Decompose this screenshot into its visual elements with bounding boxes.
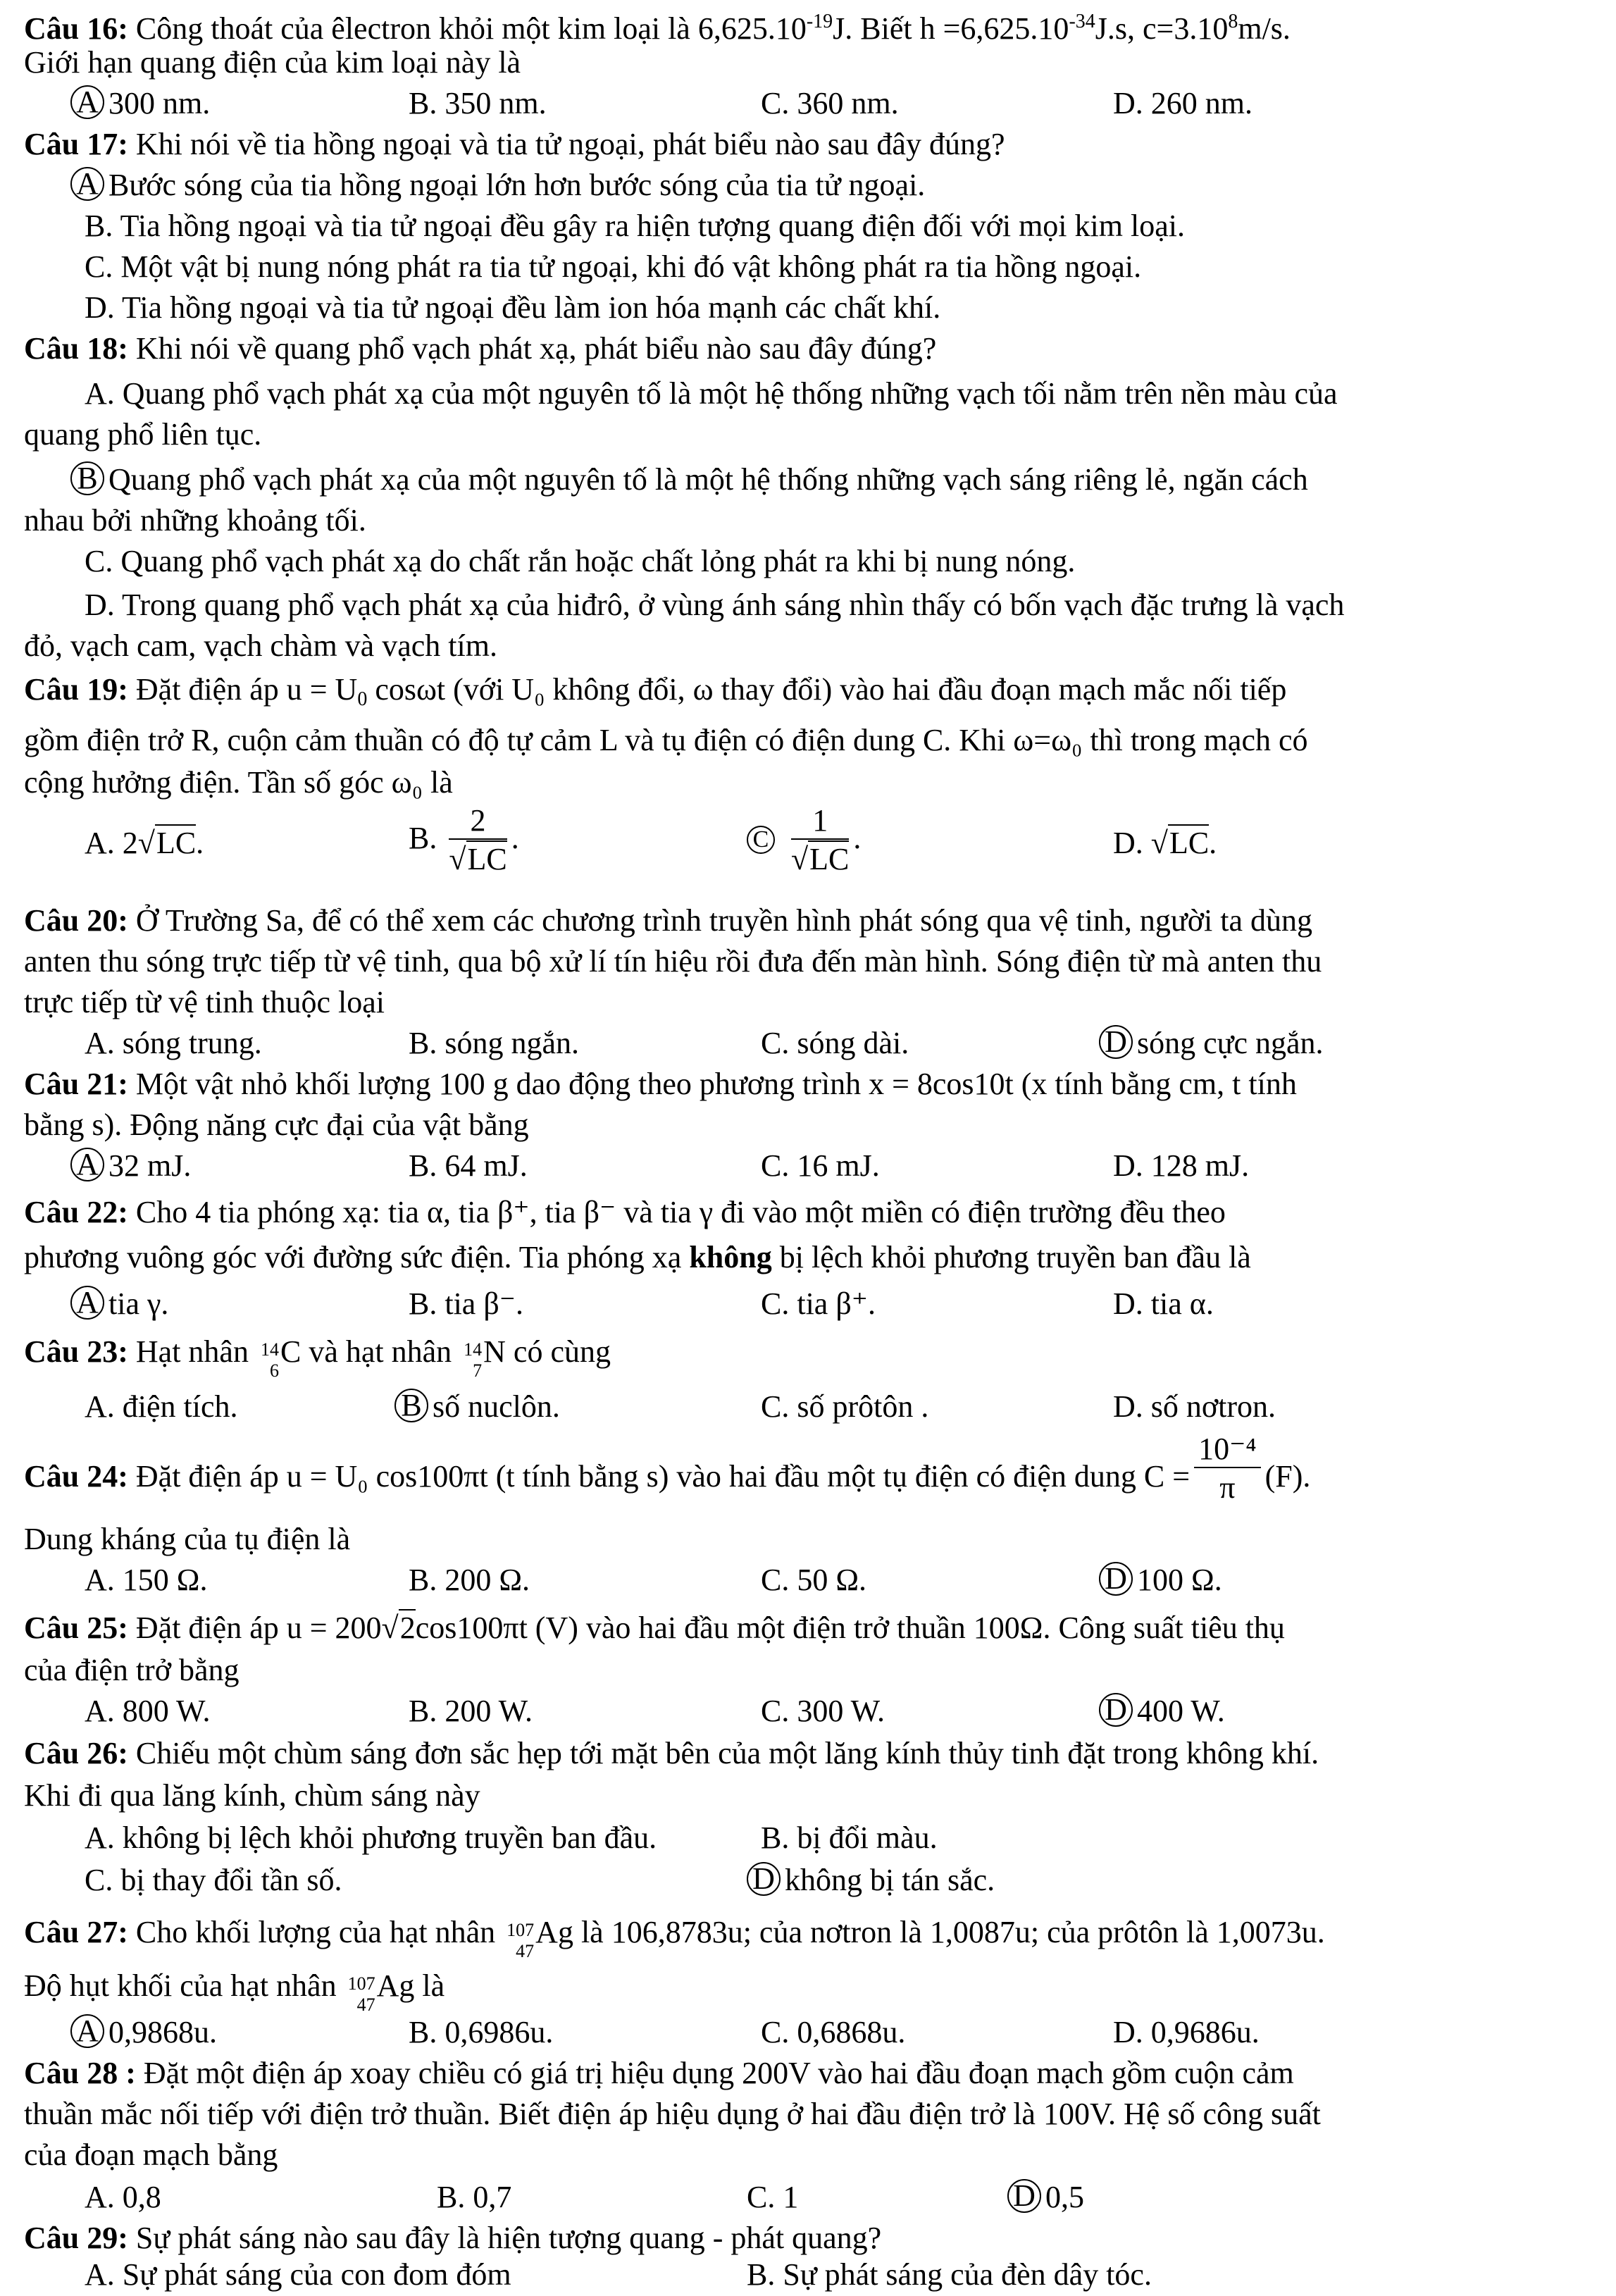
option-18-d[interactable] xyxy=(85,585,1585,626)
element-symbol: Ag xyxy=(535,1915,573,1949)
question-23 xyxy=(24,1332,1595,1381)
selected-answer-mark: D xyxy=(1099,1693,1133,1727)
options-26-row1 xyxy=(85,1818,1592,1858)
option-letter: D. xyxy=(1113,1389,1143,1424)
selected-answer-mark: B xyxy=(394,1389,428,1422)
option-text: 0,6986u. xyxy=(445,2015,554,2049)
question-text: Khi nói về tia hồng ngoại và tia tử ngoại, phát biểu nào sau đây đúng? xyxy=(135,127,1005,161)
option-18-c[interactable] xyxy=(85,541,1585,582)
question-17 xyxy=(24,124,1595,165)
option-letter: B. xyxy=(747,2257,776,2292)
option-21-c[interactable] xyxy=(761,1146,880,1186)
options-19 xyxy=(85,803,1592,886)
question-text: m/s. xyxy=(1238,11,1291,46)
option-17-b[interactable] xyxy=(85,206,1585,247)
option-24-c[interactable] xyxy=(761,1560,866,1601)
option-letter: B. xyxy=(85,209,113,243)
question-label: Câu 26: xyxy=(24,1736,128,1770)
option-text: bị đổi màu. xyxy=(797,1820,938,1855)
option-27-a[interactable] xyxy=(70,2012,217,2053)
option-26-b[interactable] xyxy=(761,1818,938,1858)
option-28-d[interactable] xyxy=(1007,2177,1084,2218)
question-19-line3: cộng hưởng điện. Tần số góc ω₀ là xyxy=(24,765,453,800)
option-letter: D. xyxy=(1113,86,1143,120)
option-letter: C. xyxy=(761,1694,790,1728)
option-18-b-cont: nhau bởi những khoảng tối. xyxy=(24,503,366,538)
option-28-a[interactable] xyxy=(85,2177,161,2218)
question-22-line2 xyxy=(24,1237,1595,1278)
question-text: phương vuông góc với đường sức điện. Tia phóng xạ xyxy=(24,1240,690,1274)
option-text: 0,8 xyxy=(122,2180,161,2214)
option-21-b[interactable] xyxy=(409,1146,528,1186)
punct: . xyxy=(1209,826,1217,860)
selected-answer-mark: D xyxy=(747,1862,781,1896)
option-text: Quang phổ vạch phát xạ của một nguyên tố là một hệ thống những vạch sáng riêng lẻ, ngăn cách xyxy=(108,462,1308,497)
option-text: 16 mJ. xyxy=(797,1148,880,1183)
question-label: Câu 16: xyxy=(24,11,128,46)
option-letter: B. xyxy=(409,1148,437,1183)
options-28 xyxy=(85,2177,1592,2218)
element-symbol: N xyxy=(483,1334,506,1369)
question-text: Hạt nhân xyxy=(135,1334,256,1369)
option-letter: A. xyxy=(85,826,115,860)
option-text: 0,9686u. xyxy=(1150,2015,1260,2049)
selected-answer-mark: A xyxy=(70,167,104,201)
exponent: 8 xyxy=(1228,11,1238,32)
denominator: √LC xyxy=(449,842,507,876)
question-text: cosωt (với U₀ không đổi, ω thay đổi) vào hai đầu đoạn mạch mắc nối tiếp xyxy=(367,672,1287,707)
option-text: sóng dài. xyxy=(797,1026,909,1060)
question-text: Chiếu một chùm sáng đơn sắc hẹp tới mặt bên của một lăng kính thủy tinh đặt trong không khí. xyxy=(135,1736,1319,1770)
option-letter: C. xyxy=(761,1389,790,1424)
question-label: Câu 29: xyxy=(24,2221,128,2255)
nuclide-c14 xyxy=(256,1339,280,1381)
subscript: 0 xyxy=(357,688,368,710)
option-25-c[interactable] xyxy=(761,1691,885,1732)
option-18-b[interactable] xyxy=(70,459,1571,500)
selected-answer-mark: A xyxy=(70,2014,104,2048)
options-21 xyxy=(76,1146,1592,1186)
emphasis: không xyxy=(689,1240,772,1274)
mass-number: 14 xyxy=(260,1339,279,1360)
question-16-line2: Giới hạn quang điện của kim loại này là xyxy=(24,45,521,80)
question-25: Câu 25: Đặt điện áp u = 200√2cos100πt (V) vào hai đầu một điện trở thuần 100Ω. Công suất tiêu thụ xyxy=(24,1611,1285,1645)
option-text: Tia hồng ngoại và tia tử ngoại đều làm ion hóa mạnh các chất khí. xyxy=(122,290,941,325)
option-text: tia α. xyxy=(1150,1286,1214,1321)
selected-answer-mark: A xyxy=(70,1148,104,1181)
option-text: Sự phát sáng của con đom đóm xyxy=(122,2257,511,2292)
question-text: Đặt điện áp u = U xyxy=(135,672,358,707)
option-letter: B. xyxy=(761,1820,790,1855)
option-letter: A. xyxy=(85,376,115,411)
option-18-a-cont: quang phổ liên tục. xyxy=(24,417,262,452)
question-text: là 106,8783u; của nơtron là 1,0087u; của prôtôn là 1,0073u. xyxy=(573,1915,1325,1949)
denominator: √LC xyxy=(791,842,850,876)
option-text: Tia hồng ngoại và tia tử ngoại đều gây ra hiện tượng quang điện đối với mọi kim loại. xyxy=(120,209,1185,243)
option-letter: A. xyxy=(85,1563,115,1597)
question-label: Câu 28 : xyxy=(24,2056,136,2090)
atomic-number: 6 xyxy=(269,1360,279,1381)
question-27 xyxy=(24,1912,1595,1961)
question-text: và hạt nhân xyxy=(301,1334,460,1369)
option-text: số nơtron. xyxy=(1150,1389,1276,1424)
option-24-a[interactable] xyxy=(85,1560,207,1601)
option-letter: A. xyxy=(85,2257,115,2292)
denominator: π xyxy=(1219,1470,1236,1505)
option-23-a[interactable] xyxy=(85,1386,238,1427)
mass-number: 107 xyxy=(506,1919,535,1940)
option-text: Sự phát sáng của đèn dây tóc. xyxy=(783,2257,1152,2292)
option-letter: A. xyxy=(85,1820,115,1855)
option-letter: D. xyxy=(85,290,115,325)
option-21-a[interactable] xyxy=(70,1146,191,1186)
question-19 xyxy=(24,669,1595,720)
selected-answer-mark: A xyxy=(70,1286,104,1320)
option-letter: D. xyxy=(1113,1148,1143,1183)
element-symbol: C xyxy=(280,1334,302,1369)
numerator: 10⁻⁴ xyxy=(1194,1432,1261,1468)
question-19-line2: gồm điện trở R, cuộn cảm thuần có độ tự cảm L và tụ điện có điện dung C. Khi ω=ω₀ thì trong mạch có xyxy=(24,723,1308,757)
question-20-line3: trực tiếp từ vệ tinh thuộc loại xyxy=(24,985,385,1019)
selected-answer-mark: C xyxy=(747,826,775,854)
option-text: 360 nm. xyxy=(797,86,899,120)
option-25-d[interactable] xyxy=(1099,1691,1225,1732)
options-25 xyxy=(85,1691,1592,1732)
question-text: Độ hụt khối của hạt nhân xyxy=(24,1968,344,2003)
option-text: 64 mJ. xyxy=(445,1148,528,1183)
option-text: 200 Ω. xyxy=(445,1563,530,1597)
question-22 xyxy=(24,1192,1595,1233)
options-29 xyxy=(85,2254,1592,2295)
question-text: bị lệch khỏi phương truyền ban đầu là xyxy=(771,1240,1251,1274)
option-24-b[interactable] xyxy=(409,1560,530,1601)
option-29-b[interactable] xyxy=(747,2254,1152,2295)
option-16-d[interactable] xyxy=(1113,83,1253,124)
option-text: 400 W. xyxy=(1137,1694,1225,1728)
question-text: Sự phát sáng nào sau đây là hiện tượng quang - phát quang? xyxy=(135,2221,882,2255)
option-17-a[interactable] xyxy=(70,165,1571,206)
option-text: sóng ngắn. xyxy=(445,1026,580,1060)
question-26 xyxy=(24,1733,1595,1774)
option-17-d[interactable] xyxy=(85,287,1585,328)
option-letter: A. xyxy=(85,1694,115,1728)
option-letter: B. xyxy=(409,1026,437,1060)
option-16-a[interactable] xyxy=(70,83,210,124)
question-label: Câu 24: xyxy=(24,1459,128,1494)
question-20 xyxy=(24,900,1595,941)
option-20-b[interactable] xyxy=(409,1023,579,1064)
option-19-b[interactable] xyxy=(409,803,519,879)
option-text: tia β⁻. xyxy=(445,1286,523,1321)
radicand: 2 xyxy=(399,1611,416,1645)
question-text: Khi nói về quang phổ vạch phát xạ, phát biểu nào sau đây đúng? xyxy=(135,331,937,366)
option-27-b[interactable] xyxy=(409,2012,553,2053)
option-18-a[interactable] xyxy=(85,373,1585,414)
punct: . xyxy=(511,821,519,856)
option-text: 100 Ω. xyxy=(1137,1563,1222,1597)
option-23-b[interactable] xyxy=(394,1386,560,1427)
options-23 xyxy=(85,1386,1592,1427)
question-text: Cho khối lượng của hạt nhân xyxy=(135,1915,504,1949)
option-letter: C. xyxy=(761,1148,790,1183)
option-text: 32 mJ. xyxy=(108,1148,192,1183)
option-text: Quang phổ vạch phát xạ của một nguyên tố là một hệ thống những vạch tối nằm trên nền màu của xyxy=(122,376,1338,411)
option-letter: C. xyxy=(761,1026,790,1060)
numerator: 1 xyxy=(791,803,849,840)
selected-answer-mark: A xyxy=(70,85,104,119)
question-28-line3: của đoạn mạch bằng xyxy=(24,2137,278,2172)
option-text: điện tích. xyxy=(122,1389,238,1424)
formula-coef: 2 xyxy=(122,826,138,860)
option-21-d[interactable] xyxy=(1113,1146,1249,1186)
options-24 xyxy=(85,1560,1592,1601)
options-16 xyxy=(76,83,1592,124)
options-22 xyxy=(76,1284,1592,1324)
option-24-d[interactable] xyxy=(1099,1560,1222,1601)
option-text: 800 W. xyxy=(122,1694,211,1728)
option-25-a[interactable] xyxy=(85,1691,210,1732)
question-text: Ở Trường Sa, để có thể xem các chương trình truyền hình phát sóng qua vệ tinh, người ta dùng xyxy=(135,903,1312,938)
option-text: tia β⁺. xyxy=(797,1286,876,1321)
atomic-number: 47 xyxy=(356,1994,375,2015)
fraction xyxy=(791,803,849,879)
question-label: Câu 19: xyxy=(24,672,128,707)
question-21 xyxy=(24,1064,1595,1105)
option-letter: A. xyxy=(85,1026,115,1060)
option-text: 50 Ω. xyxy=(797,1563,867,1597)
option-text: sóng trung. xyxy=(122,1026,262,1060)
radicand: LC xyxy=(467,842,507,876)
question-text: J.s, c=3.10 xyxy=(1095,11,1229,46)
option-letter: D. xyxy=(1113,826,1143,860)
question-24-line2: Dung kháng của tụ điện là xyxy=(24,1522,351,1556)
option-26-a[interactable] xyxy=(85,1818,657,1858)
question-29 xyxy=(24,2218,1595,2259)
nuclide-ag107 xyxy=(503,1919,535,1961)
option-27-c[interactable] xyxy=(761,2012,905,2053)
option-22-c[interactable] xyxy=(761,1284,876,1324)
option-letter: B. xyxy=(409,86,437,120)
mass-number: 14 xyxy=(464,1339,483,1360)
option-letter: C. xyxy=(761,1286,790,1321)
option-letter: A. xyxy=(85,1389,115,1424)
options-26-row2 xyxy=(85,1860,1592,1901)
radicand: LC xyxy=(156,826,197,860)
fraction xyxy=(449,803,506,879)
radicand: LC xyxy=(1169,826,1210,860)
element-symbol: Ag xyxy=(376,1968,415,2003)
option-letter: C. xyxy=(85,1863,113,1897)
option-20-d[interactable] xyxy=(1099,1023,1324,1064)
option-letter: B. xyxy=(409,1694,437,1728)
option-19-c[interactable] xyxy=(747,803,861,879)
fraction xyxy=(1194,1432,1261,1508)
option-letter: C. xyxy=(85,544,113,578)
punct: . xyxy=(853,821,862,856)
option-22-d[interactable] xyxy=(1113,1284,1214,1324)
question-28-line2: thuần mắc nối tiếp với điện trở thuần. Biết điện áp hiệu dụng ở hai đầu điện trở là 100V. Hệ số công suất xyxy=(24,2097,1321,2131)
option-letter: B. xyxy=(437,2180,466,2214)
options-27 xyxy=(76,2012,1592,2053)
nuclide-n14 xyxy=(459,1339,483,1381)
option-text: 350 nm. xyxy=(445,86,547,120)
option-20-a[interactable] xyxy=(85,1023,262,1064)
selected-answer-mark: D xyxy=(1007,2179,1041,2213)
option-text: 260 nm. xyxy=(1150,86,1253,120)
question-label: Câu 21: xyxy=(24,1067,128,1101)
option-22-b[interactable] xyxy=(409,1284,523,1324)
question-text: Công thoát của êlectron khỏi một kim loại là 6,625.10 xyxy=(135,11,807,46)
question-label: Câu 23: xyxy=(24,1334,128,1369)
option-text: 150 Ω. xyxy=(122,1563,208,1597)
option-text: số prôtôn . xyxy=(797,1389,929,1424)
option-27-d[interactable] xyxy=(1113,2012,1260,2053)
question-label: Câu 22: xyxy=(24,1195,128,1229)
question-27-line2 xyxy=(24,1966,1595,2015)
option-22-a[interactable] xyxy=(70,1284,168,1324)
option-text: 300 nm. xyxy=(108,86,211,120)
option-text: bị thay đổi tần số. xyxy=(120,1863,342,1897)
option-letter: D. xyxy=(85,588,115,622)
option-16-b[interactable] xyxy=(409,83,547,124)
question-24 xyxy=(24,1432,1595,1515)
question-text: J. Biết h =6,625.10 xyxy=(833,11,1069,46)
question-text: Đặt một điện áp xoay chiều có giá trị hiệu dụng 200V vào hai đầu đoạn mạch gồm cuộn cảm xyxy=(143,2056,1294,2090)
option-letter: D. xyxy=(1113,1286,1143,1321)
question-text: Đặt điện áp u = 200 xyxy=(135,1611,382,1645)
option-text: số nuclôn. xyxy=(433,1389,560,1424)
question-text: Một vật nhỏ khối lượng 100 g dao động theo phương trình x = 8cos10t (x tính bằng cm, t tính xyxy=(135,1067,1297,1101)
option-text: không bị lệch khỏi phương truyền ban đầu. xyxy=(122,1820,657,1855)
question-label: Câu 27: xyxy=(24,1915,128,1949)
option-text: Một vật bị nung nóng phát ra tia tử ngoại, khi đó vật không phát ra tia hồng ngoại. xyxy=(120,249,1142,284)
atomic-number: 47 xyxy=(516,1940,535,1961)
option-text: Quang phổ vạch phát xạ do chất rắn hoặc chất lỏng phát ra khi bị nung nóng. xyxy=(120,544,1076,578)
options-20 xyxy=(85,1023,1592,1064)
option-letter: B. xyxy=(409,2015,437,2049)
option-text: 0,9868u. xyxy=(108,2015,217,2049)
atomic-number: 7 xyxy=(473,1360,483,1381)
selected-answer-mark: B xyxy=(70,461,104,495)
question-25-line2: của điện trở bằng xyxy=(24,1653,240,1687)
numerator: 2 xyxy=(449,803,506,840)
question-text: có cùng xyxy=(505,1334,611,1369)
option-29-a[interactable] xyxy=(85,2254,511,2295)
question-text: Đặt điện áp u = U₀ cos100πt (t tính bằng s) vào hai đầu một tụ điện có điện dung C = xyxy=(135,1459,1191,1494)
option-28-c[interactable] xyxy=(747,2177,798,2218)
option-letter: D. xyxy=(1113,2015,1143,2049)
question-text: là xyxy=(414,1968,445,2003)
question-20-line2: anten thu sóng trực tiếp từ vệ tinh, qua bộ xử lí tín hiệu rồi đưa đến màn hình. Sóng điện từ mà anten thu xyxy=(24,944,1322,979)
option-text: sóng cực ngắn. xyxy=(1137,1026,1324,1060)
option-letter: B. xyxy=(409,1563,437,1597)
option-19-d[interactable]: D. √LC. xyxy=(1113,826,1217,860)
option-text: 1 xyxy=(783,2180,799,2214)
question-label: Câu 25: xyxy=(24,1611,128,1645)
question-21-line2: bằng s). Động năng cực đại của vật bằng xyxy=(24,1107,529,1142)
option-text: 128 mJ. xyxy=(1150,1148,1250,1183)
question-label: Câu 18: xyxy=(24,331,128,366)
radicand: LC xyxy=(809,842,850,876)
option-letter: B. xyxy=(409,821,437,856)
exponent: -19 xyxy=(806,11,833,32)
question-18 xyxy=(24,328,1595,369)
question-28 xyxy=(24,2053,1595,2094)
option-23-d[interactable] xyxy=(1113,1386,1276,1427)
question-26-line2: Khi đi qua lăng kính, chùm sáng này xyxy=(24,1778,480,1813)
exponent: -34 xyxy=(1069,11,1095,32)
option-25-b[interactable] xyxy=(409,1691,533,1732)
option-28-b[interactable] xyxy=(437,2177,511,2218)
option-26-c[interactable] xyxy=(85,1860,342,1901)
question-label: Câu 20: xyxy=(24,903,128,938)
option-text: tia γ. xyxy=(108,1286,169,1321)
option-17-c[interactable] xyxy=(85,247,1585,287)
option-letter: C. xyxy=(761,2015,790,2049)
question-label: Câu 17: xyxy=(24,127,128,161)
question-text: Cho 4 tia phóng xạ: tia α, tia β⁺, tia β⁻ và tia γ đi vào một miền có điện trường đều theo xyxy=(135,1195,1226,1229)
option-text: 200 W. xyxy=(445,1694,533,1728)
option-23-c[interactable] xyxy=(761,1386,928,1427)
option-text: 300 W. xyxy=(797,1694,885,1728)
option-text: Bước sóng của tia hồng ngoại lớn hơn bước sóng của tia tử ngoại. xyxy=(108,168,926,202)
option-letter: C. xyxy=(747,2180,776,2214)
option-text: không bị tán sắc. xyxy=(785,1863,995,1897)
option-letter: C. xyxy=(85,249,113,284)
option-letter: C. xyxy=(761,86,790,120)
question-text: cos100πt (V) vào hai đầu một điện trở thuần 100Ω. Công suất tiêu thụ xyxy=(415,1611,1285,1645)
nuclide-ag107 xyxy=(344,1973,377,2015)
option-text: 0,7 xyxy=(473,2180,512,2214)
option-18-d-cont: đỏ, vạch cam, vạch chàm và vạch tím. xyxy=(24,628,497,663)
option-20-c[interactable] xyxy=(761,1023,909,1064)
unit: (F). xyxy=(1264,1459,1311,1494)
option-letter: A. xyxy=(85,2180,115,2214)
option-text: Trong quang phổ vạch phát xạ của hiđrô, ở vùng ánh sáng nhìn thấy có bốn vạch đặc trưng là vạch xyxy=(122,588,1345,622)
option-letter: C. xyxy=(761,1563,790,1597)
option-text: 0,6868u. xyxy=(797,2015,906,2049)
selected-answer-mark: D xyxy=(1099,1025,1133,1059)
option-16-c[interactable] xyxy=(761,83,899,124)
option-19-a[interactable]: A. 2√LC. xyxy=(85,826,204,860)
punct: . xyxy=(196,826,204,860)
selected-answer-mark: D xyxy=(1099,1562,1133,1596)
option-text: 0,5 xyxy=(1045,2180,1084,2214)
option-26-d[interactable] xyxy=(747,1860,995,1901)
option-letter: B. xyxy=(409,1286,437,1321)
mass-number: 107 xyxy=(347,1973,375,1994)
